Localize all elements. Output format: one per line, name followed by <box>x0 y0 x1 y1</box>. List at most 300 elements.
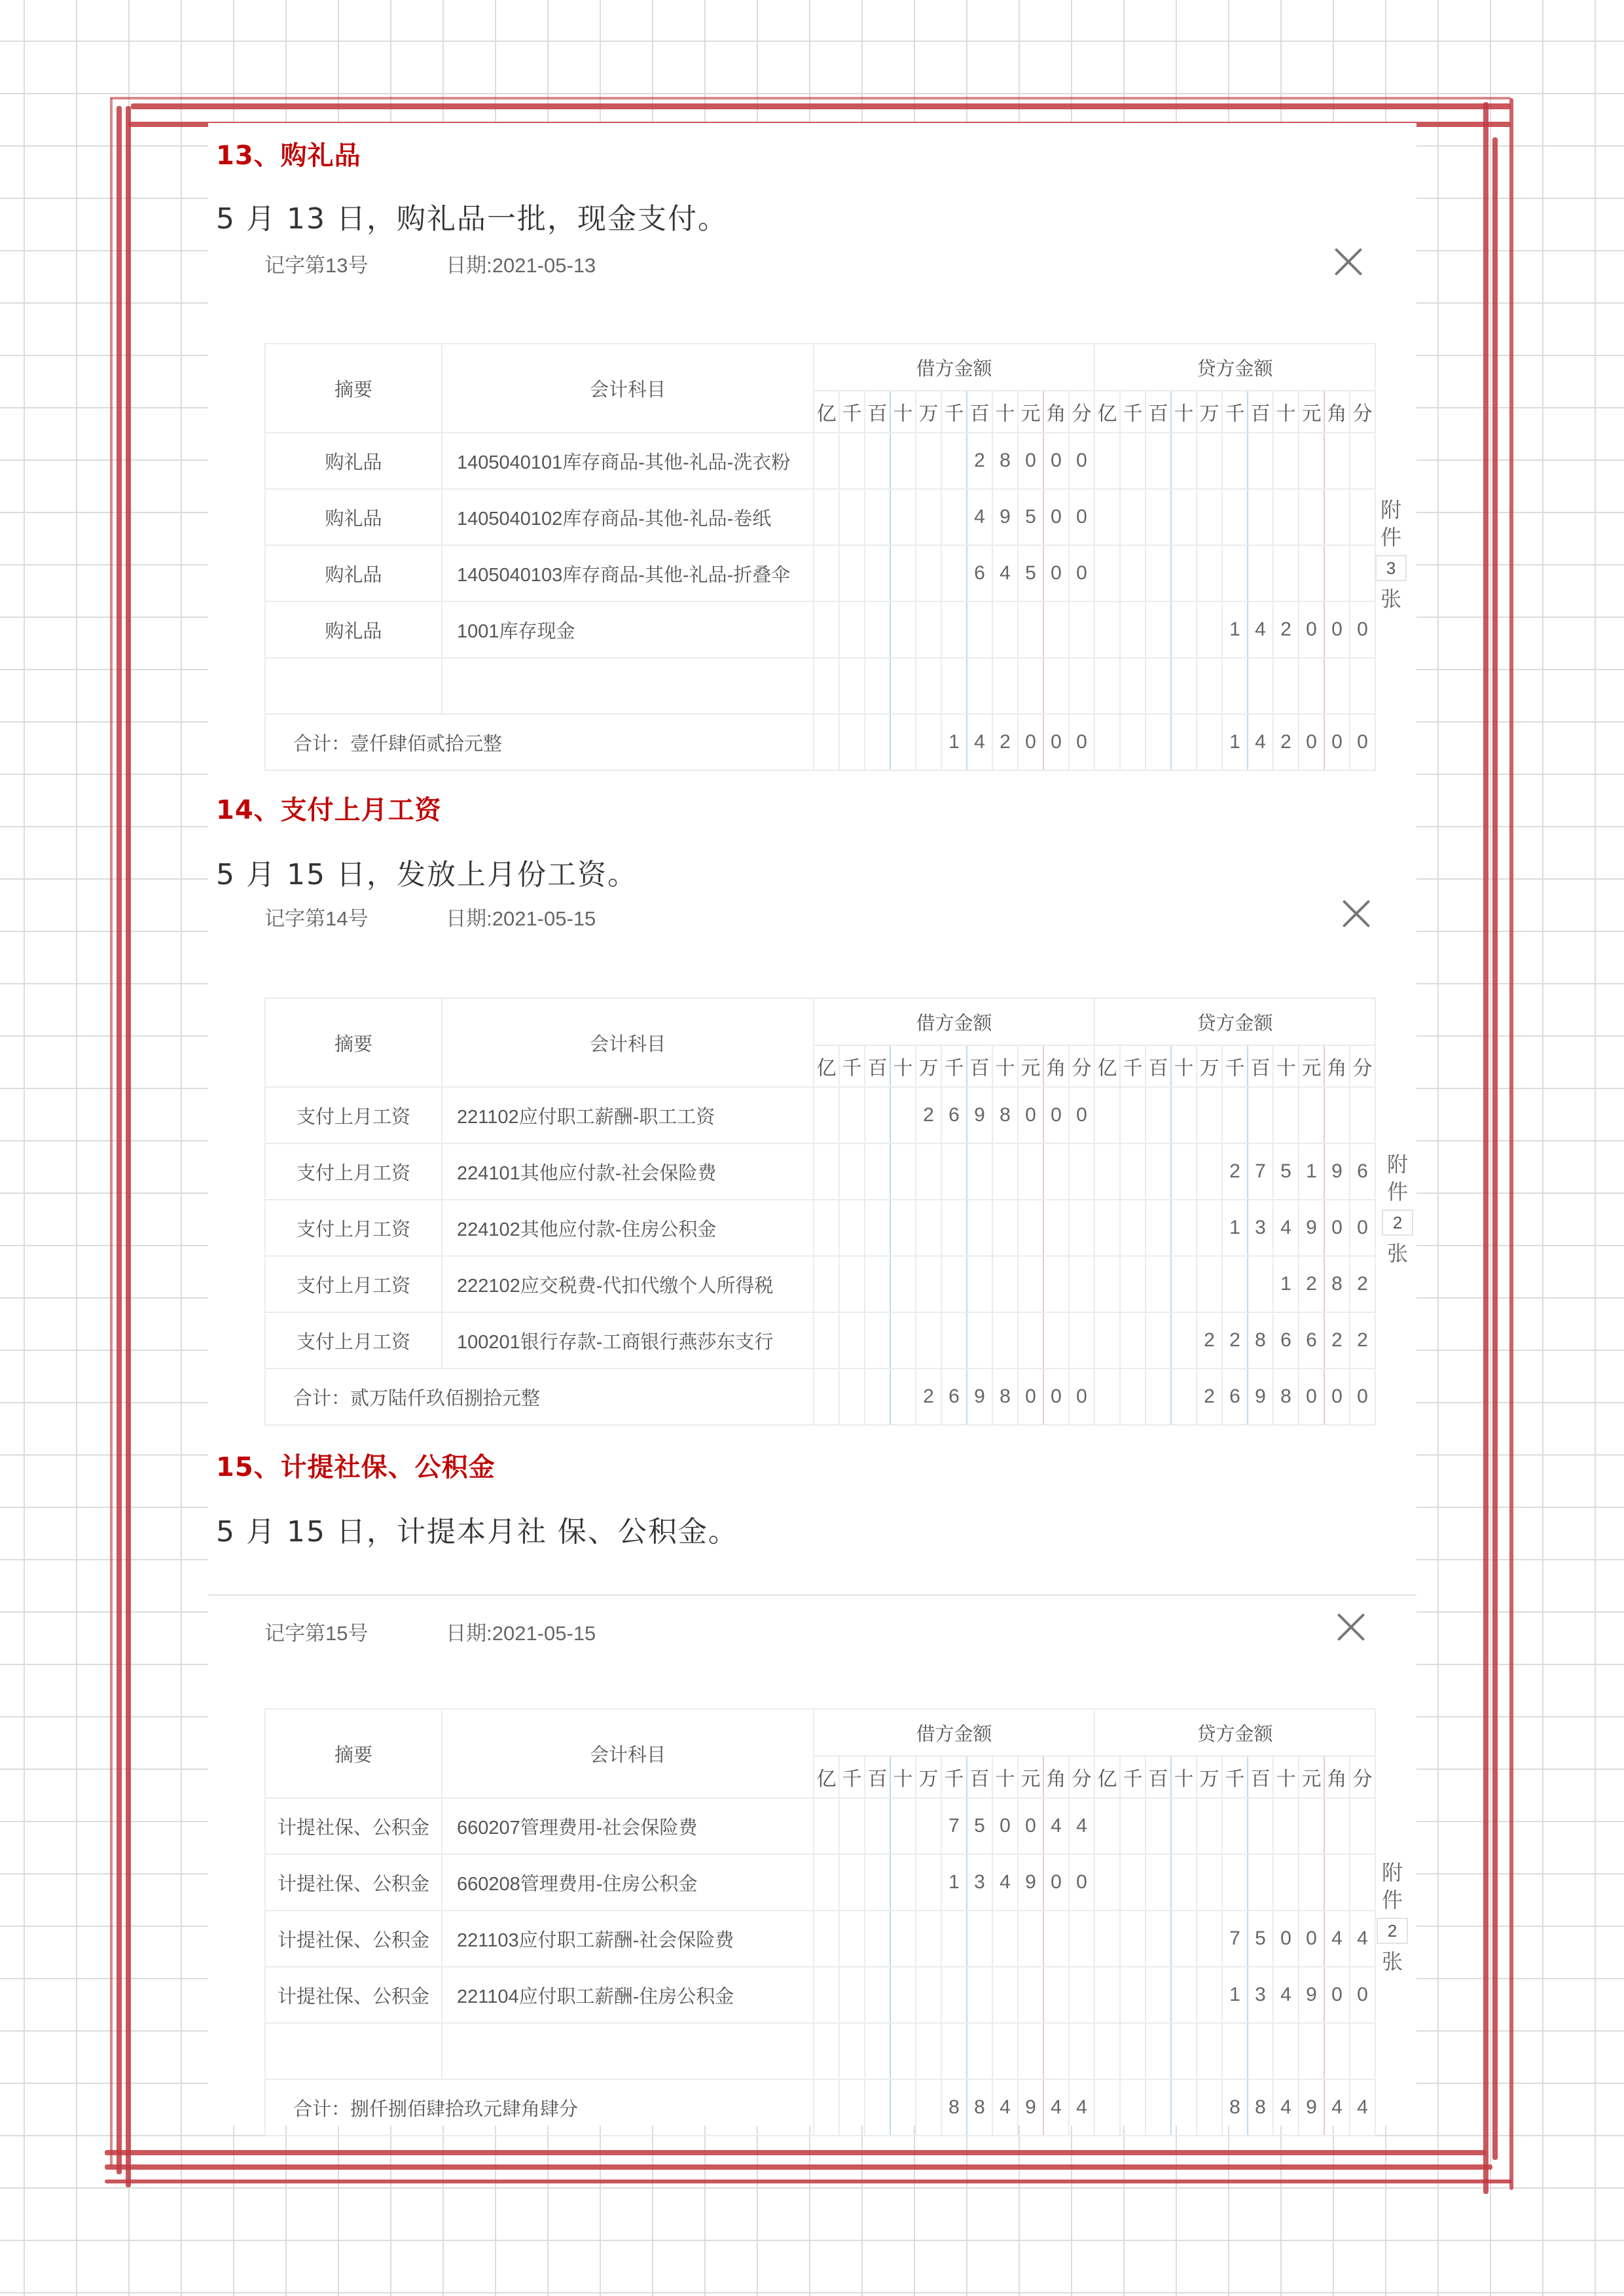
amount-digit <box>839 1910 865 1967</box>
entry-description: 5 月 15 日，计提本月社 保、公积金。 <box>216 1515 738 1549</box>
amount-digit <box>890 1369 916 1425</box>
unit-header: 元 <box>1299 1045 1324 1087</box>
amount-digit: 9 <box>1018 2079 1043 2136</box>
amount-digit <box>1350 1854 1375 1910</box>
unit-header: 分 <box>1069 1756 1094 1798</box>
amount-digit: 0 <box>1324 714 1350 770</box>
amount-digit <box>1120 489 1146 545</box>
amount-digit: 2 <box>916 1369 941 1425</box>
amount-digit: 4 <box>1248 601 1273 658</box>
amount-digit <box>992 1143 1018 1200</box>
account-cell[interactable]: 222102应交税费-代扣代缴个人所得税 <box>442 1256 814 1312</box>
account-cell[interactable] <box>442 2023 814 2079</box>
amount-digit <box>1120 1798 1146 1854</box>
amount-digit: 0 <box>1043 1087 1069 1143</box>
amount-digit <box>814 1369 839 1425</box>
unit-header: 亿 <box>1094 391 1120 433</box>
table-row <box>265 1256 1375 1312</box>
amount-digit <box>916 1798 941 1854</box>
total-row <box>265 714 1375 770</box>
amount-digit <box>1171 1910 1197 1967</box>
unit-header: 百 <box>1146 391 1171 433</box>
amount-digit <box>941 433 967 489</box>
amount-digit <box>1120 2023 1146 2079</box>
amount-digit <box>1094 1910 1120 1967</box>
entry-description: 5 月 15 日，发放上月份工资。 <box>216 858 638 891</box>
amount-digit <box>992 1910 1018 1967</box>
unit-header: 分 <box>1350 1756 1375 1798</box>
amount-digit <box>941 601 967 658</box>
amount-digit <box>941 1143 967 1200</box>
amount-digit <box>1222 1256 1248 1312</box>
amount-digit: 4 <box>1350 2079 1375 2136</box>
amount-digit <box>1018 2023 1043 2079</box>
unit-header: 万 <box>916 391 941 433</box>
account-cell[interactable]: 1001库存现金 <box>442 601 814 658</box>
total-label: 合计：壹仟肆佰贰拾元整 <box>265 714 814 770</box>
amount-digit: 9 <box>1299 2079 1324 2136</box>
amount-digit <box>1146 1143 1171 1200</box>
amount-digit: 2 <box>1350 1256 1375 1312</box>
amount-digit <box>1094 1200 1120 1256</box>
amount-digit <box>1043 1143 1069 1200</box>
amount-digit: 0 <box>1069 433 1094 489</box>
amount-digit <box>1171 489 1197 545</box>
amount-digit: 0 <box>1043 433 1069 489</box>
amount-digit <box>1018 1312 1043 1369</box>
amount-digit: 0 <box>1018 1087 1043 1143</box>
amount-digit: 0 <box>1324 601 1350 658</box>
credit-header: 贷方金额 <box>1094 344 1375 391</box>
amount-digit <box>1273 658 1299 714</box>
account-cell[interactable]: 221102应付职工薪酬-职工工资 <box>442 1087 814 1143</box>
amount-digit: 6 <box>1273 1312 1299 1369</box>
account-cell[interactable]: 1405040101库存商品-其他-礼品-洗衣粉 <box>442 433 814 489</box>
amount-digit <box>967 1910 992 1967</box>
amount-digit: 5 <box>1273 1143 1299 1200</box>
account-cell[interactable]: 224101其他应付款-社会保险费 <box>442 1143 814 1200</box>
amount-digit <box>814 1143 839 1200</box>
amount-digit <box>992 601 1018 658</box>
account-cell[interactable]: 224102其他应付款-住房公积金 <box>442 1200 814 1256</box>
amount-digit <box>839 545 865 601</box>
amount-digit <box>1197 1087 1222 1143</box>
account-cell[interactable]: 221104应付职工薪酬-住房公积金 <box>442 1967 814 2023</box>
summary-cell[interactable]: 购礼品 <box>265 545 442 601</box>
close-icon[interactable] <box>1337 1613 1365 1641</box>
amount-digit <box>1273 1087 1299 1143</box>
table-row <box>265 601 1375 658</box>
amount-digit: 0 <box>1043 714 1069 770</box>
amount-digit <box>1094 658 1120 714</box>
amount-digit: 9 <box>1248 1369 1273 1425</box>
unit-header: 角 <box>1324 1045 1350 1087</box>
amount-digit <box>1043 1312 1069 1369</box>
unit-header: 千 <box>1120 1756 1146 1798</box>
amount-digit <box>1018 658 1043 714</box>
amount-digit: 8 <box>967 2079 992 2136</box>
amount-digit <box>865 1087 890 1143</box>
amount-digit <box>941 1200 967 1256</box>
account-header: 会计科目 <box>442 1709 814 1798</box>
amount-digit: 8 <box>1324 1256 1350 1312</box>
amount-digit: 0 <box>1299 714 1324 770</box>
amount-digit: 0 <box>1299 1369 1324 1425</box>
amount-digit: 4 <box>992 2079 1018 2136</box>
amount-digit <box>1248 489 1273 545</box>
amount-digit <box>890 1200 916 1256</box>
amount-digit <box>916 1312 941 1369</box>
amount-digit: 8 <box>1248 2079 1273 2136</box>
amount-digit <box>992 1200 1018 1256</box>
debit-header: 借方金额 <box>814 344 1094 391</box>
unit-header: 百 <box>1146 1756 1171 1798</box>
amount-digit: 0 <box>1043 489 1069 545</box>
amount-digit <box>839 1312 865 1369</box>
unit-header: 十 <box>1273 1756 1299 1798</box>
amount-digit <box>1120 1967 1146 2023</box>
amount-digit <box>865 1967 890 2023</box>
unit-header: 百 <box>1248 391 1273 433</box>
summary-header: 摘要 <box>265 998 442 1087</box>
amount-digit <box>1069 601 1094 658</box>
amount-digit: 0 <box>1069 1854 1094 1910</box>
amount-digit: 2 <box>967 433 992 489</box>
amount-digit <box>1324 1854 1350 1910</box>
amount-digit: 4 <box>1273 2079 1299 2136</box>
amount-digit: 1 <box>1299 1143 1324 1200</box>
amount-digit <box>1350 489 1375 545</box>
account-cell[interactable]: 660207管理费用-社会保险费 <box>442 1798 814 1854</box>
amount-digit <box>1120 601 1146 658</box>
amount-digit <box>814 601 839 658</box>
amount-digit <box>1197 2079 1222 2136</box>
amount-digit: 3 <box>967 1854 992 1910</box>
amount-digit: 0 <box>992 1798 1018 1854</box>
amount-digit <box>1069 1312 1094 1369</box>
amount-digit: 6 <box>941 1087 967 1143</box>
unit-header: 万 <box>916 1045 941 1087</box>
voucher-date: 日期:2021-05-15 <box>446 907 596 930</box>
amount-digit: 2 <box>1197 1369 1222 1425</box>
amount-digit: 2 <box>1222 1143 1248 1200</box>
amount-digit <box>814 658 839 714</box>
table-row <box>265 1087 1375 1143</box>
summary-cell[interactable]: 支付上月工资 <box>265 1312 442 1369</box>
amount-digit: 0 <box>1299 601 1324 658</box>
amount-digit <box>1299 489 1324 545</box>
amount-digit <box>941 545 967 601</box>
amount-digit <box>865 658 890 714</box>
account-cell[interactable]: 100201银行存款-工商银行燕莎东支行 <box>442 1312 814 1369</box>
total-label: 合计：贰万陆仟玖佰捌拾元整 <box>265 1369 814 1425</box>
amount-digit <box>814 2023 839 2079</box>
amount-digit <box>1324 1087 1350 1143</box>
amount-digit <box>1043 1200 1069 1256</box>
amount-digit: 6 <box>1299 1312 1324 1369</box>
amount-digit <box>1018 1200 1043 1256</box>
summary-cell[interactable]: 支付上月工资 <box>265 1143 442 1200</box>
amount-digit <box>839 714 865 770</box>
amount-digit <box>1197 1967 1222 2023</box>
amount-digit <box>1197 1798 1222 1854</box>
amount-digit <box>1197 489 1222 545</box>
voucher-header <box>264 1617 668 1646</box>
account-cell[interactable] <box>442 658 814 714</box>
amount-digit <box>865 489 890 545</box>
amount-digit <box>1018 1967 1043 2023</box>
unit-header: 千 <box>1222 391 1248 433</box>
amount-digit <box>1248 545 1273 601</box>
total-row <box>265 2079 1375 2136</box>
amount-digit <box>865 714 890 770</box>
amount-digit <box>1146 601 1171 658</box>
amount-digit <box>1146 1967 1171 2023</box>
summary-cell[interactable]: 购礼品 <box>265 489 442 545</box>
account-cell[interactable]: 1405040103库存商品-其他-礼品-折叠伞 <box>442 545 814 601</box>
amount-digit: 9 <box>967 1087 992 1143</box>
account-cell[interactable]: 1405040102库存商品-其他-礼品-卷纸 <box>442 489 814 545</box>
attachment-count-input[interactable]: 3 <box>1375 555 1407 581</box>
summary-header: 摘要 <box>265 1709 442 1798</box>
amount-digit <box>1248 1087 1273 1143</box>
amount-digit <box>890 433 916 489</box>
amount-digit <box>839 1200 865 1256</box>
amount-digit <box>839 433 865 489</box>
summary-cell[interactable] <box>265 2023 442 2079</box>
attachment-count: 附 件 2 张 <box>1376 1859 1409 1975</box>
amount-digit <box>1146 2023 1171 2079</box>
voucher-header <box>264 902 668 931</box>
table-row <box>265 489 1375 545</box>
amount-digit <box>967 1256 992 1312</box>
table-row <box>265 545 1375 601</box>
amount-digit <box>890 714 916 770</box>
summary-cell[interactable]: 支付上月工资 <box>265 1200 442 1256</box>
summary-cell[interactable]: 购礼品 <box>265 433 442 489</box>
summary-cell[interactable]: 支付上月工资 <box>265 1256 442 1312</box>
amount-digit <box>890 1967 916 2023</box>
close-icon[interactable] <box>1342 899 1371 928</box>
amount-digit <box>992 658 1018 714</box>
amount-digit: 0 <box>1069 714 1094 770</box>
amount-digit: 0 <box>1043 1369 1069 1425</box>
attachment-count-input[interactable]: 2 <box>1382 1210 1413 1236</box>
amount-digit <box>1222 1087 1248 1143</box>
amount-digit: 0 <box>1350 714 1375 770</box>
amount-digit: 0 <box>1273 1910 1299 1967</box>
amount-digit <box>941 1256 967 1312</box>
attachment-count: 附 件 3 张 <box>1375 496 1407 613</box>
amount-digit <box>1171 545 1197 601</box>
amount-digit <box>1171 433 1197 489</box>
amount-digit <box>1197 1200 1222 1256</box>
entry-heading: 14、支付上月工资 <box>216 795 442 825</box>
amount-digit <box>839 1256 865 1312</box>
amount-digit <box>1146 1798 1171 1854</box>
amount-digit: 8 <box>992 1369 1018 1425</box>
amount-digit <box>839 1967 865 2023</box>
amount-digit: 4 <box>967 714 992 770</box>
amount-digit <box>1043 1256 1069 1312</box>
account-cell[interactable]: 660208管理费用-住房公积金 <box>442 1854 814 1910</box>
amount-digit: 4 <box>992 1854 1018 1910</box>
amount-digit <box>1146 1312 1171 1369</box>
amount-digit: 4 <box>967 489 992 545</box>
amount-digit <box>814 433 839 489</box>
amount-digit <box>1018 1143 1043 1200</box>
unit-header: 十 <box>890 391 916 433</box>
amount-digit: 4 <box>1069 1798 1094 1854</box>
amount-digit <box>890 658 916 714</box>
amount-digit <box>941 1910 967 1967</box>
amount-digit <box>1094 1143 1120 1200</box>
amount-digit <box>1171 601 1197 658</box>
amount-digit: 6 <box>1222 1369 1248 1425</box>
unit-header: 万 <box>1197 1045 1222 1087</box>
unit-header: 百 <box>967 391 992 433</box>
amount-digit <box>1120 1200 1146 1256</box>
amount-digit <box>890 489 916 545</box>
amount-digit <box>916 1143 941 1200</box>
amount-digit <box>1299 1087 1324 1143</box>
account-cell[interactable]: 221103应付职工薪酬-社会保险费 <box>442 1910 814 1967</box>
amount-digit <box>865 1854 890 1910</box>
amount-digit: 2 <box>992 714 1018 770</box>
amount-digit <box>1273 433 1299 489</box>
amount-digit <box>814 489 839 545</box>
amount-digit <box>1197 1143 1222 1200</box>
amount-digit <box>839 2079 865 2136</box>
amount-digit <box>890 1854 916 1910</box>
unit-header: 千 <box>839 391 865 433</box>
amount-digit <box>1043 658 1069 714</box>
voucher-header <box>264 249 668 278</box>
unit-header: 亿 <box>814 1045 839 1087</box>
amount-digit: 0 <box>1018 1369 1043 1425</box>
amount-digit: 4 <box>1273 1200 1299 1256</box>
amount-digit <box>916 658 941 714</box>
amount-digit <box>967 658 992 714</box>
amount-digit <box>1120 433 1146 489</box>
amount-digit <box>865 2079 890 2136</box>
amount-digit <box>1120 2079 1146 2136</box>
close-icon[interactable] <box>1334 247 1363 276</box>
amount-digit <box>814 1798 839 1854</box>
summary-cell[interactable]: 计提社保、公积金 <box>265 1967 442 2023</box>
amount-digit <box>1171 1143 1197 1200</box>
amount-digit: 8 <box>1248 1312 1273 1369</box>
amount-digit <box>890 1910 916 1967</box>
document-page <box>208 123 1416 2126</box>
attachment-count-input[interactable]: 2 <box>1377 1918 1408 1944</box>
unit-header: 角 <box>1043 1756 1069 1798</box>
summary-cell[interactable]: 支付上月工资 <box>265 1087 442 1143</box>
summary-cell[interactable] <box>265 658 442 714</box>
amount-digit <box>1324 545 1350 601</box>
debit-header: 借方金额 <box>814 1709 1094 1756</box>
amount-digit <box>1069 1143 1094 1200</box>
unit-header: 元 <box>1018 1756 1043 1798</box>
amount-digit <box>1350 433 1375 489</box>
amount-digit <box>1146 714 1171 770</box>
amount-digit <box>865 2023 890 2079</box>
amount-digit: 5 <box>1248 1910 1273 1967</box>
amount-digit <box>1120 1256 1146 1312</box>
unit-header: 千 <box>1222 1756 1248 1798</box>
amount-digit: 4 <box>1248 714 1273 770</box>
amount-digit <box>814 1087 839 1143</box>
amount-digit <box>1171 1087 1197 1143</box>
amount-digit <box>1120 545 1146 601</box>
amount-digit <box>1222 489 1248 545</box>
amount-digit <box>1171 1312 1197 1369</box>
amount-digit <box>1324 433 1350 489</box>
amount-digit <box>1324 2023 1350 2079</box>
amount-digit <box>1043 1910 1069 1967</box>
table-row <box>265 1967 1375 2023</box>
amount-digit <box>1146 489 1171 545</box>
summary-cell[interactable]: 计提社保、公积金 <box>265 1798 442 1854</box>
entry-description: 5 月 13 日，购礼品一批，现金支付。 <box>216 202 728 236</box>
amount-digit: 9 <box>1018 1854 1043 1910</box>
summary-cell[interactable]: 购礼品 <box>265 601 442 658</box>
amount-digit <box>839 1854 865 1910</box>
table-row <box>265 1143 1375 1200</box>
unit-header: 百 <box>1248 1045 1273 1087</box>
amount-digit <box>916 489 941 545</box>
amount-digit: 8 <box>992 433 1018 489</box>
amount-digit: 0 <box>1043 1854 1069 1910</box>
account-header: 会计科目 <box>442 344 814 433</box>
amount-digit <box>1222 1798 1248 1854</box>
amount-digit <box>1350 1087 1375 1143</box>
amount-digit <box>1094 2079 1120 2136</box>
summary-cell[interactable]: 计提社保、公积金 <box>265 1910 442 1967</box>
amount-digit <box>1248 658 1273 714</box>
amount-digit <box>1273 1798 1299 1854</box>
amount-digit: 4 <box>1350 1910 1375 1967</box>
amount-digit <box>1094 601 1120 658</box>
amount-digit: 6 <box>967 545 992 601</box>
amount-digit <box>1069 1256 1094 1312</box>
amount-digit <box>890 1087 916 1143</box>
amount-digit <box>839 1798 865 1854</box>
unit-header: 千 <box>941 1756 967 1798</box>
amount-digit <box>865 545 890 601</box>
amount-digit: 3 <box>1248 1967 1273 2023</box>
amount-digit <box>1350 658 1375 714</box>
amount-digit <box>916 433 941 489</box>
amount-digit <box>1222 545 1248 601</box>
unit-header: 百 <box>865 1045 890 1087</box>
entry-heading: 13、购礼品 <box>216 141 361 171</box>
amount-digit <box>1120 1143 1146 1200</box>
unit-header: 百 <box>967 1045 992 1087</box>
summary-cell[interactable]: 计提社保、公积金 <box>265 1854 442 1910</box>
amount-digit <box>1248 433 1273 489</box>
amount-digit <box>1146 1369 1171 1425</box>
unit-header: 元 <box>1299 391 1324 433</box>
amount-digit <box>941 489 967 545</box>
amount-digit <box>865 1312 890 1369</box>
amount-digit <box>1094 714 1120 770</box>
amount-digit <box>916 1256 941 1312</box>
amount-digit: 6 <box>1350 1143 1375 1200</box>
amount-digit <box>839 1087 865 1143</box>
amount-digit <box>1094 1369 1120 1425</box>
amount-digit <box>967 1967 992 2023</box>
